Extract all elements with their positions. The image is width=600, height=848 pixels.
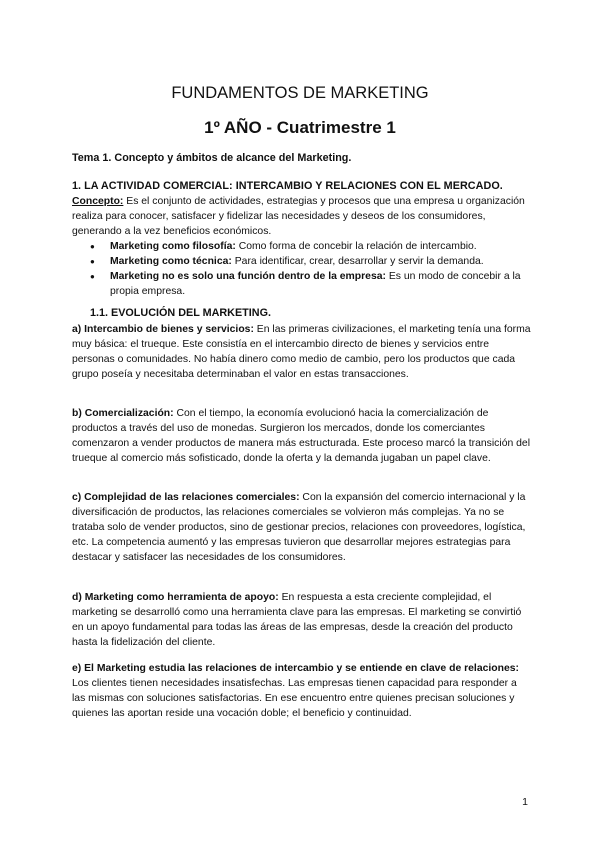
document-subtitle: 1º AÑO - Cuatrimestre 1 — [204, 118, 396, 137]
bullet-list — [72, 239, 532, 299]
concept-label: Concepto: — [72, 196, 124, 207]
concept-text: Es el conjunto de actividades, estrategias y procesos que una empresa u organización realiza para conocer, satisfacer y fidelizar las necesidades y deseos de los consumidores, generando a la vez beneficios económicos. — [72, 196, 525, 237]
topic-heading: Tema 1. Concepto y ámbitos de alcance del Marketing. — [72, 152, 352, 164]
paragraph-d — [72, 590, 532, 650]
paragraph-text: Con la expansión del comercio internacional y la diversificación de productos, las relaciones comerciales se volvieron más complejas. Ya no se trataba solo de vender productos, sino de gestionar precios, relaciones con proveedores, logística, etc. La competencia aumentó y las empresas tuvieron que desarrollar mejores estrategias para destacar y satisfacer las necesidades de los consumidores. — [72, 492, 526, 563]
concept-paragraph — [72, 194, 532, 239]
bullet-text: Es un modo de concebir a la propia empresa. — [110, 271, 521, 297]
bullet-label: Marketing como filosofía: — [110, 241, 236, 252]
bullet-text: Para identificar, crear, desarrollar y servir la demanda. — [231, 256, 484, 267]
paragraph-label: a) Intercambio de bienes y servicios: — [72, 324, 254, 335]
bullet-item — [72, 239, 532, 254]
paragraph-label: c) Complejidad de las relaciones comerciales: — [72, 492, 300, 503]
paragraph-b — [72, 406, 532, 466]
paragraph-text: En las primeras civilizaciones, el marketing tenía una forma muy básica: el trueque. Este consistía en el intercambio directo de bienes y servicios entre personas o comunidades. No había dinero como medio de cambio, pero los productos que cada grupo poseía y necesitaba determinaban el valor en estas transacciones. — [72, 324, 531, 380]
paragraph-e — [72, 661, 532, 721]
paragraph-label: d) Marketing como herramienta de apoyo: — [72, 592, 279, 603]
paragraph-label: b) Comercialización: — [72, 408, 174, 419]
paragraph-text: Con el tiempo, la economía evolucionó hacia la comercialización de productos a través del uso de monedas. Surgieron los mercados, donde los comerciantes comenzaron a vender productos de manera más estructurada. Este proceso marcó la transición del trueque al comercio más sofisticado, donde la oferta y la demanda jugaban un papel clave. — [72, 408, 530, 464]
paragraph-c — [72, 490, 532, 565]
bullet-text: Como forma de concebir la relación de intercambio. — [235, 241, 477, 252]
bullet-item — [72, 269, 532, 299]
document-title: FUNDAMENTOS DE MARKETING — [171, 84, 429, 102]
bullet-label: Marketing como técnica: — [110, 256, 232, 267]
page-number: 1 — [522, 796, 528, 808]
paragraph-label: e) El Marketing estudia las relaciones de intercambio y se entiende en clave de relaciones: — [72, 663, 519, 674]
section-1 — [72, 179, 532, 299]
bullet-label: Marketing no es solo una función dentro de la empresa: — [110, 271, 386, 282]
paragraph-a — [72, 322, 532, 382]
section-1-heading: 1. LA ACTIVIDAD COMERCIAL: INTERCAMBIO Y RELACIONES CON EL MERCADO. — [72, 180, 503, 192]
bullet-item — [72, 254, 532, 269]
paragraph-text: En respuesta a esta creciente complejidad, el marketing se desarrolló como una herramienta clave para las empresas. El marketing se convirtió en un apoyo fundamental para todas las áreas de las empresas, desde la creación del producto hasta la fidelización del cliente. — [72, 592, 522, 648]
section-2-heading: 1.1. EVOLUCIÓN DEL MARKETING. — [90, 307, 271, 319]
paragraph-text: Los clientes tienen necesidades insatisfechas. Las empresas tienen capacidad para responder a las mismas con soluciones satisfactorias. En ese encuentro entre quienes precisan soluciones y quienes las aportan reside una vocación doble; el beneficio y continuidad. — [72, 678, 517, 719]
